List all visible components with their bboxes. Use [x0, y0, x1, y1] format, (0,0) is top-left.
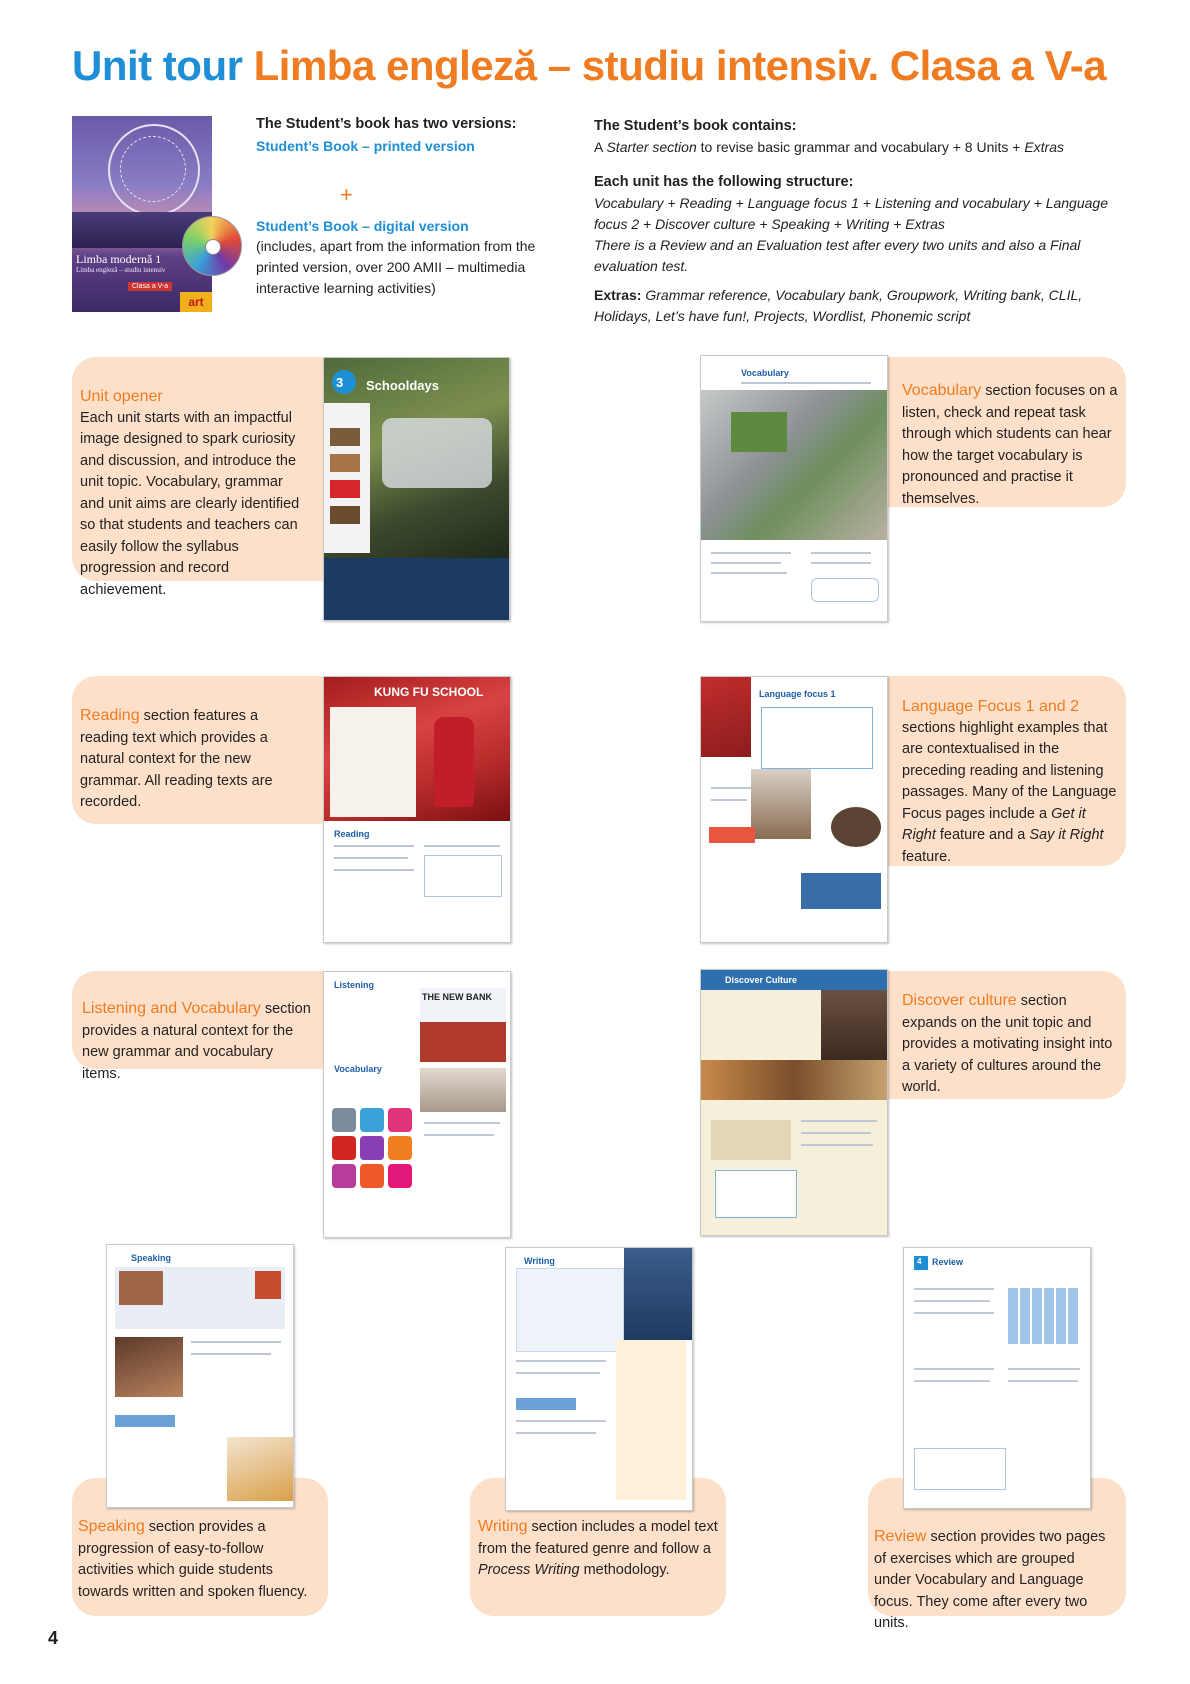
- title-part-course: Limba engleză – studiu intensiv. Clasa a V-a: [253, 42, 1107, 89]
- writing-thumbnail: Writing: [505, 1247, 693, 1511]
- vocabulary-text: Vocabulary section focuses on a listen, check and repeat task through which students can hear how the target vocabulary is pronounced and practise it themselves.: [902, 382, 1118, 507]
- unit-opener-text: Unit opener Each unit starts with an impactful image designed to spark curiosity and discussion, and introduce the unit topic. Vocabulary, grammar and unit aims are clearly identified so that students and teachers can easily follow the syllabus progression and record achievement.: [80, 388, 300, 598]
- structure-list: Vocabulary + Reading + Language focus 1 + Listening and vocabulary + Language focus 2 + Discover culture + Speaking + Writing + Extras: [594, 195, 1108, 232]
- cover-grade: Clasa a V-a: [128, 282, 172, 291]
- reading-text: Reading section features a reading text which provides a natural context for the new grammar. All reading texts are recorded.: [80, 707, 273, 810]
- listening-thumbnail: Listening THE NEW BANK Vocabulary: [323, 971, 511, 1238]
- writing-text: Writing section includes a model text from the featured genre and follow a Process Writing methodology.: [478, 1518, 718, 1578]
- review-thumbnail: 4 Review: [903, 1247, 1091, 1509]
- extras-line: Extras: Grammar reference, Vocabulary bank, Groupwork, Writing bank, CLIL, Holidays, Let’s have fun!, Projects, Wordlist, Phonemic script: [594, 287, 1083, 324]
- cover-title: Limba modernă 1: [76, 252, 162, 266]
- versions-block: [256, 116, 576, 299]
- page-title: [72, 42, 1106, 90]
- title-part-unit-tour: Unit tour: [72, 42, 243, 89]
- reading-thumbnail: KUNG FU SCHOOL Reading: [323, 676, 511, 943]
- discover-culture-text: Discover culture section expands on the unit topic and provides a motivating insight into a variety of cultures around the world.: [902, 992, 1113, 1095]
- vocabulary-thumbnail: Vocabulary: [700, 355, 888, 622]
- contains-heading: The Student’s book contains:: [594, 118, 797, 134]
- thumb-schooldays-title: Schooldays: [366, 378, 439, 393]
- language-focus-text: Language Focus 1 and 2 sections highlight examples that are contextualised in the preceding reading and listening passages. Many of the Language Focus pages include a Get it Right feature and a Say it Right feature.: [902, 698, 1117, 865]
- structure-heading: Each unit has the following structure:: [594, 174, 854, 190]
- unit-opener-thumbnail: 3 Schooldays: [323, 357, 510, 621]
- review-text: Review section provides two pages of exercises which are grouped under Vocabulary and Language focus. They come after every two units.: [874, 1528, 1106, 1631]
- speaking-thumbnail: Speaking: [106, 1244, 294, 1508]
- speaking-text: Speaking section provides a progression of easy-to-follow activities which guide students towards written and spoken fluency.: [78, 1518, 308, 1600]
- versions-heading: The Student’s book has two versions:: [256, 116, 517, 132]
- cover-subtitle: Limba engleză – studiu intensiv: [76, 266, 166, 274]
- listening-text: Listening and Vocabulary section provides a natural context for the new grammar and vocabulary items.: [82, 1000, 311, 1082]
- page-number: 4: [48, 1628, 59, 1648]
- publisher-logo: art: [180, 292, 212, 312]
- printed-version: Student’s Book – printed version: [256, 138, 475, 154]
- contains-line: A Starter section to revise basic grammar and vocabulary + 8 Units + Extras: [594, 139, 1065, 155]
- structure-note: There is a Review and an Evaluation test after every two units and also a Final evaluation test.: [594, 237, 1081, 274]
- thumb-kung-fu-title: KUNG FU SCHOOL: [374, 685, 484, 699]
- book-cover: [72, 116, 212, 312]
- digital-version: Student’s Book – digital version: [256, 218, 469, 234]
- discover-culture-thumbnail: Discover Culture: [700, 969, 888, 1236]
- london-eye-icon: [108, 124, 200, 216]
- contents-block: [594, 116, 1134, 327]
- digital-note: (includes, apart from the information from the printed version, over 200 AMII – multimedia interactive learning activities): [256, 238, 536, 296]
- plus-sign: +: [340, 182, 353, 207]
- cd-icon: [182, 216, 242, 276]
- language-focus-thumbnail: Language focus 1: [700, 676, 888, 943]
